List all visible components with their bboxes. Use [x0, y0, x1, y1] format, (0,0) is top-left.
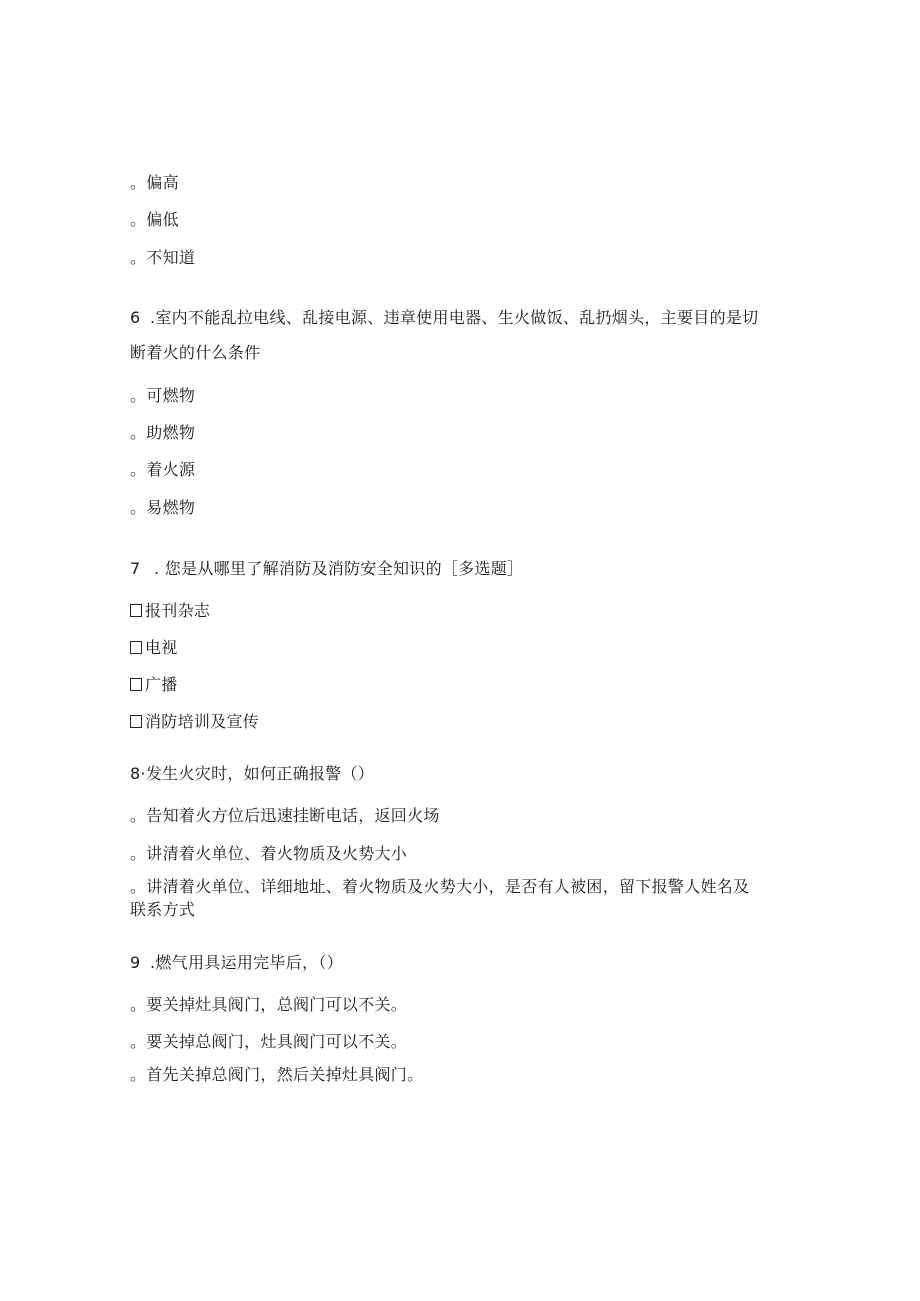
- q9-text: .燃气用具运用完毕后，（）: [150, 953, 343, 972]
- q9-option-c: 。首先关掉总阀门，然后关掉灶具阀门。: [130, 1065, 424, 1084]
- q7-question: [130, 559, 523, 579]
- checkbox-icon: [130, 678, 142, 691]
- checkbox-icon: [130, 715, 142, 728]
- q7-option-b: [130, 638, 178, 658]
- q9-question: [130, 953, 343, 973]
- q7-number: 7: [130, 559, 141, 578]
- q6-question-line2: 断着火的什么条件: [130, 343, 261, 362]
- q7-option-c-label: 广播: [145, 675, 178, 694]
- q9-option-b: 。要关掉总阀门，灶具阀门可以不关。: [130, 1032, 408, 1051]
- q5-option-a: 。偏高: [130, 173, 179, 192]
- q6-option-d: 。易燃物: [130, 498, 196, 517]
- q7-option-b-label: 电视: [145, 638, 178, 657]
- q7-option-d: [130, 712, 259, 732]
- q6-option-c: 。着火源: [130, 460, 196, 479]
- q8-option-b: 。讲清着火单位、着火物质及火势大小: [130, 844, 408, 863]
- q7-option-a: [130, 601, 210, 621]
- q7-option-c: [130, 675, 178, 695]
- q8-option-a: 。告知着火方位后迅速挂断电话，返回火场: [130, 806, 440, 825]
- checkbox-icon: [130, 641, 142, 654]
- q5-option-b: 。偏低: [130, 210, 179, 229]
- q7-text: . 您是从哪里了解消防及消防安全知识的［多选题］: [154, 559, 524, 578]
- q8-option-c-line1: 。讲清着火单位、详细地址、着火物质及火势大小，是否有人被困，留下报警人姓名及: [130, 877, 750, 896]
- q8-option-c-line2: 联系方式: [130, 900, 196, 919]
- q8-question: 8·发生火灾时，如何正确报警（）: [130, 764, 375, 783]
- q6-number: 6: [130, 308, 141, 327]
- q6-text: .室内不能乱拉电线、乱接电源、违章使用电器、生火做饭、乱扔烟头，主要目的是切: [150, 308, 759, 327]
- q6-question-line1: [130, 308, 759, 328]
- q9-option-a: 。要关掉灶具阀门，总阀门可以不关。: [130, 995, 408, 1014]
- q9-number: 9: [130, 953, 141, 972]
- q7-option-a-label: 报刊杂志: [145, 601, 211, 620]
- checkbox-icon: [130, 604, 142, 617]
- q5-option-c: 。不知道: [130, 248, 196, 267]
- q6-option-a: 。可燃物: [130, 386, 196, 405]
- q7-option-d-label: 消防培训及宣传: [145, 712, 260, 731]
- q6-option-b: 。助燃物: [130, 423, 196, 442]
